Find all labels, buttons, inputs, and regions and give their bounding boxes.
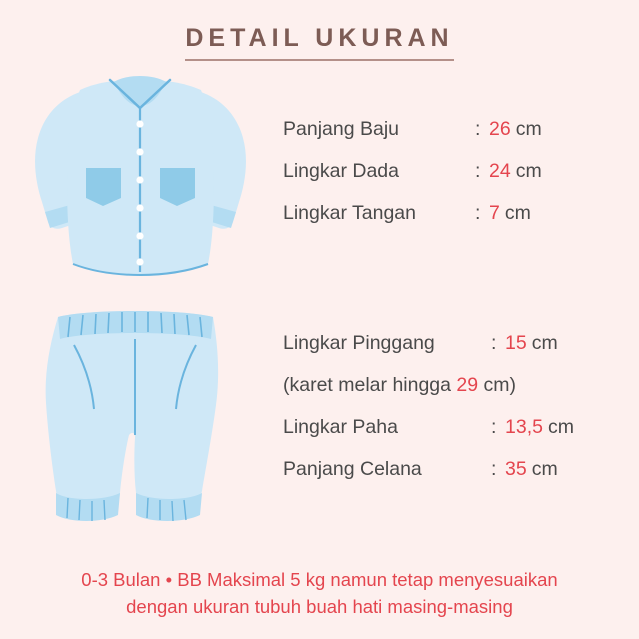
measurement-value: 15 — [505, 332, 527, 354]
measurement-colon: : — [491, 416, 497, 438]
measurement-label: Lingkar Paha — [283, 416, 398, 438]
measurement-row — [283, 160, 623, 183]
measurement-unit: cm — [531, 458, 558, 480]
footer-line-1: 0-3 Bulan • BB Maksimal 5 kg namun tetap menyesuaikan — [81, 568, 558, 590]
measurement-label: Panjang Celana — [283, 458, 422, 480]
measurement-unit: cm — [515, 118, 542, 140]
pants-icon — [28, 305, 243, 535]
shirt-measurement-list — [283, 118, 623, 244]
measurement-row — [283, 458, 633, 481]
measurement-colon: : — [475, 118, 481, 140]
note-prefix: (karet melar hingga — [283, 374, 457, 396]
measurement-value: 13,5 — [505, 416, 543, 438]
measurement-row — [283, 332, 633, 355]
pants-measurement-list — [283, 332, 633, 500]
measurement-unit: cm — [547, 416, 574, 438]
measurement-value: 7 — [489, 202, 500, 224]
measurement-colon: : — [491, 458, 497, 480]
page-title: DETAIL UKURAN — [185, 24, 453, 61]
measurement-unit: cm — [504, 202, 531, 224]
measurement-label: Lingkar Pinggang — [283, 332, 435, 354]
waist-elastic-note — [283, 374, 633, 397]
note-suffix: cm) — [478, 374, 517, 396]
measurement-row — [283, 416, 633, 439]
measurement-label: Panjang Baju — [283, 118, 400, 140]
footer-note — [0, 566, 639, 622]
measurement-label: Lingkar Tangan — [283, 202, 416, 224]
footer-line-2: dengan ukuran tubuh buah hati masing-masing — [126, 596, 513, 618]
measurement-colon: : — [475, 202, 481, 224]
shirt-icon — [18, 72, 263, 287]
measurement-unit: cm — [531, 332, 558, 354]
measurement-value: 26 — [489, 118, 511, 140]
measurement-value: 35 — [505, 458, 527, 480]
measurement-value: 24 — [489, 160, 511, 182]
measurement-label: Lingkar Dada — [283, 160, 399, 182]
measurement-unit: cm — [515, 160, 542, 182]
page-title-wrap — [0, 24, 639, 61]
measurement-colon: : — [475, 160, 481, 182]
measurement-row — [283, 118, 623, 141]
measurement-colon: : — [491, 332, 497, 354]
measurement-row — [283, 202, 623, 225]
note-value: 29 — [456, 374, 479, 396]
